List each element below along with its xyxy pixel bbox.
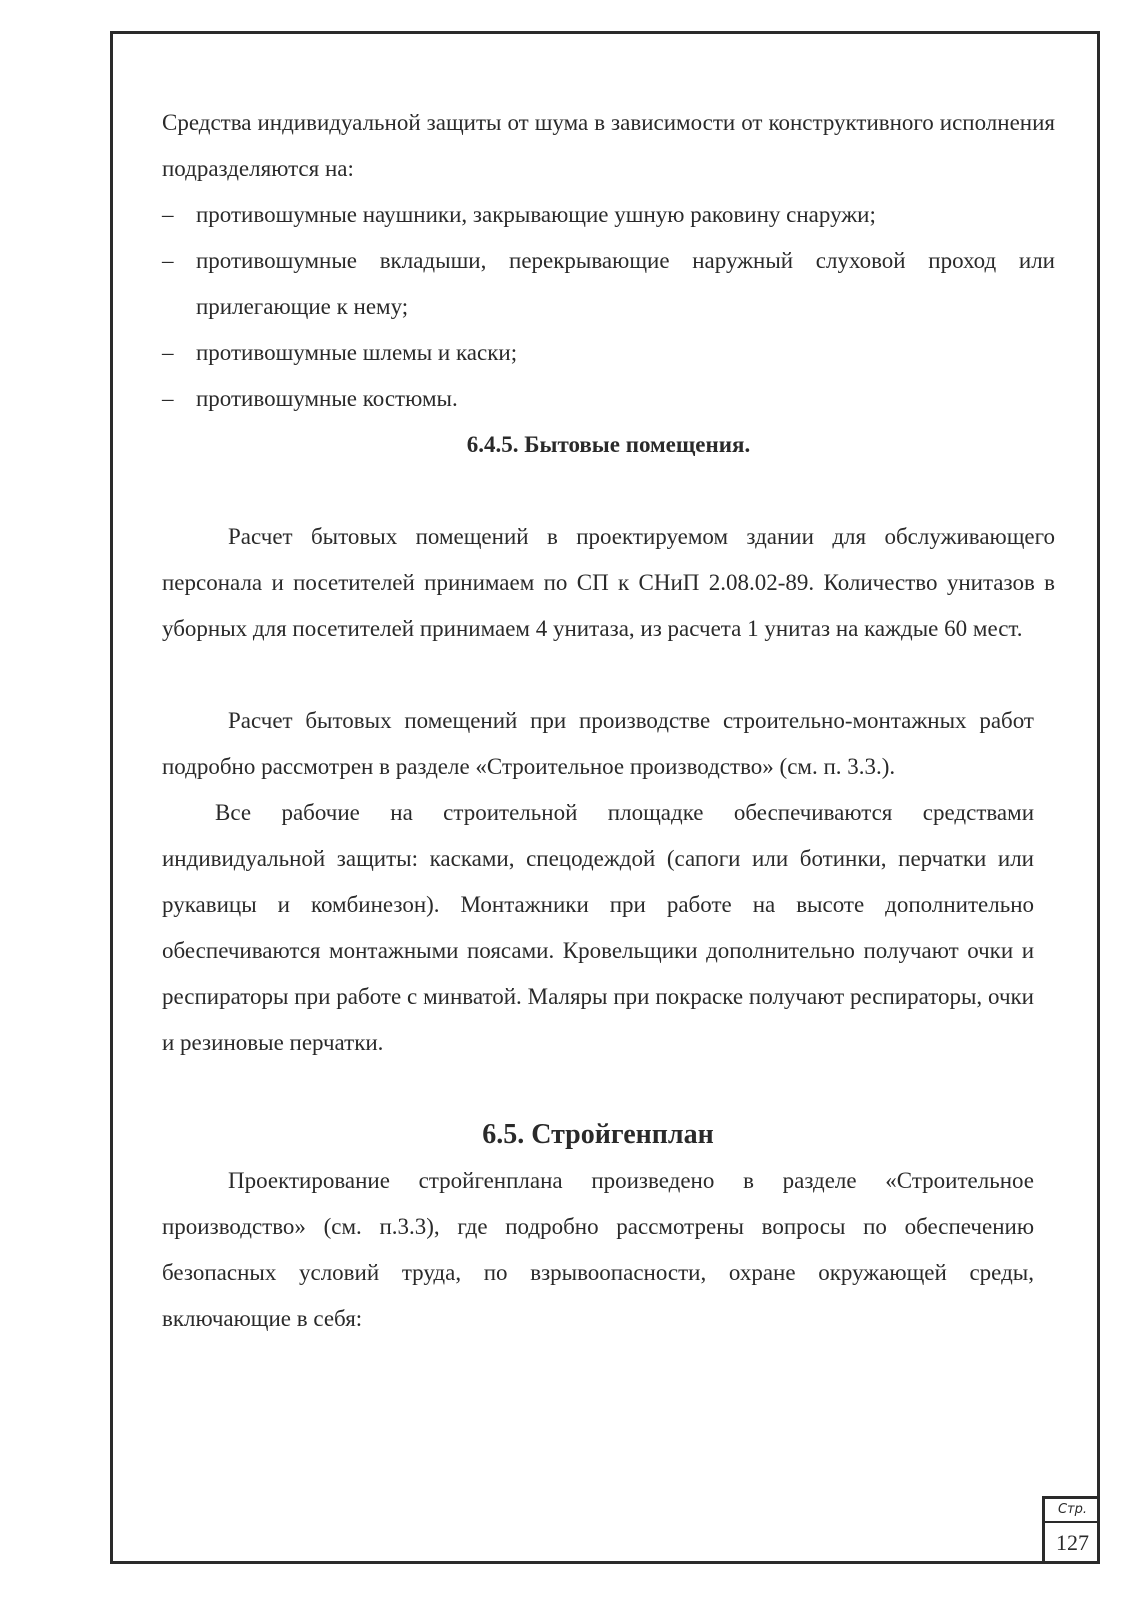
intro-paragraph: Средства индивидуальной защиты от шума в зависимости от конструктивного исполнения подразделяются на:: [162, 110, 1055, 181]
section-645-heading: 6.4.5. Бытовые помещения.: [466, 432, 751, 457]
section-645-paragraph-2: Расчет бытовых помещений при производстве строительно-монтажных работ подробно рассмотрен в разделе «Строительное производство» (см. п. 3.3.).: [162, 708, 1034, 779]
page-stamp: [1042, 1496, 1100, 1564]
page-content: [162, 100, 1055, 1342]
page-number: 127: [1056, 1530, 1089, 1555]
section-645-paragraph-1: Расчет бытовых помещений в проектируемом здании для обслуживающего персонала и посетителей принимаем по СП к СНиП 2.08.02-89. Количество унитазов в уборных для посетителей принимаем 4 унитаза, из расчета 1 унитаз на каждые 60 мест.: [162, 524, 1055, 641]
list-item: – противошумные вкладыши, перекрывающие наружный слуховой проход или прилегающие к нему;: [162, 238, 1055, 330]
stamp-label: Стр.: [1045, 1499, 1100, 1523]
section-65-heading: 6.5. Стройгенплан: [482, 1119, 714, 1150]
section-645-paragraph-3: Все рабочие на строительной площадке обеспечиваются средствами индивидуальной защиты: касками, спецодеждой (сапоги или ботинки, перчатки или рукавицы и комбинезон). Монтажники при работе на высоте дополнительно обеспечиваются монтажными поясами. Кровельщики дополнительно получают очки и респираторы при работе с минватой. Маляры при покраске получают респираторы, очки и резиновые перчатки.: [162, 800, 1034, 1055]
list-dash: –: [162, 248, 174, 273]
list-item: – противошумные костюмы.: [162, 376, 1055, 422]
list-item: – противошумные шлемы и каски;: [162, 330, 1055, 376]
list-dash: –: [162, 340, 174, 365]
noise-protection-list: [162, 192, 1055, 422]
list-dash: –: [162, 202, 174, 227]
list-item: – противошумные наушники, закрывающие ушную раковину снаружи;: [162, 192, 1055, 238]
list-dash: –: [162, 386, 174, 411]
section-65-paragraph: Проектирование стройгенплана произведено в разделе «Строительное производство» (см. п.3.3), где подробно рассмотрены вопросы по обеспечению безопасных условий труда, по взрывоопасности, охране окружающей среды, включающие в себя:: [162, 1168, 1034, 1331]
